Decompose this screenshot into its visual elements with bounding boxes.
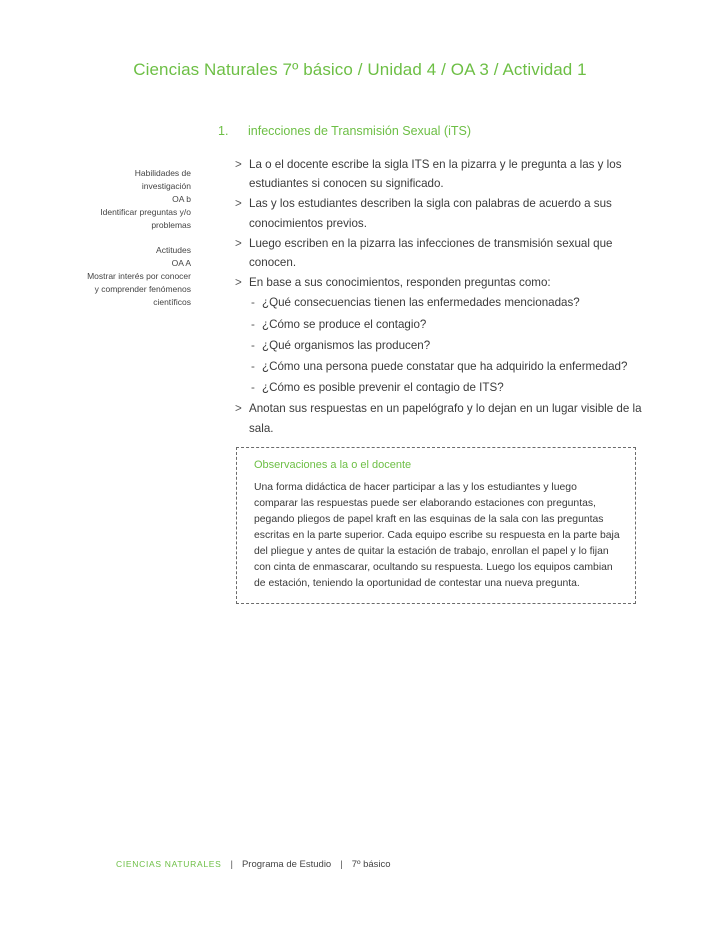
observations-title: Observaciones a la o el docente: [254, 459, 412, 471]
footer-subject: CIENCIAS NATURALES: [116, 859, 222, 869]
question-item: - ¿Qué consecuencias tienen las enfermedades mencionadas?: [232, 293, 642, 312]
activity-step: > En base a sus conocimientos, responden preguntas como:: [232, 273, 642, 292]
activity-step: > La o el docente escribe la sigla ITS en la pizarra y le pregunta a las y los estudiantes si conocen su significado.: [232, 155, 642, 193]
skills-description-line1: Identificar preguntas y/o: [100, 207, 191, 217]
footer-grade: 7º básico: [351, 859, 391, 870]
observations-text: Una forma didáctica de hacer participar a las y los estudiantes y luego comparar las respuestas puede ser elaborando estaciones con preguntas, pegando pliegos de papel kraft en las esquinas de la sala con las preguntas escritas en la parte superior. Cada equipo escribe su respuesta en la parte baja del pliegue y antes de quitar la estación de trabajo, enrollan el papel y lo fijan con cinta de enmascarar, ocultando su respuesta. Luego los equipos cambian de estación, teniendo la oportunidad de contestar una nueva pregunta.: [254, 482, 620, 589]
section-number: 1.: [218, 124, 229, 138]
activity-step: > Las y los estudiantes describen la sigla con palabras de acuerdo a sus conocimientos previos.: [232, 194, 642, 232]
skills-code: OA b: [172, 194, 191, 204]
attitudes-heading: Actitudes: [156, 245, 191, 255]
section-heading: [218, 124, 471, 138]
attitudes-code: OA A: [171, 258, 191, 268]
activity-step: > Luego escriben en la pizarra las infecciones de transmisión sexual que conocen.: [232, 234, 642, 272]
skills-group: [60, 167, 191, 232]
attitudes-description-line2: y comprender fenómenos: [94, 284, 191, 294]
question-item: - ¿Cómo es posible prevenir el contagio de ITS?: [232, 378, 642, 397]
question-item: - ¿Cómo una persona puede constatar que ha adquirido la enfermedad?: [232, 357, 642, 376]
skills-heading-line2: investigación: [141, 181, 191, 191]
teacher-observations-box: [236, 447, 636, 604]
page-title: Ciencias Naturales 7º básico / Unidad 4 / OA 3 / Actividad 1: [133, 60, 587, 79]
section-title: infecciones de Transmisión Sexual (iTS): [248, 124, 472, 138]
activity-step: > Anotan sus respuestas en un papelógrafo y lo dejan en un lugar visible de la sala.: [232, 399, 642, 437]
sidebar-objectives: [60, 167, 191, 321]
attitudes-description-line1: Mostrar interés por conocer: [87, 271, 191, 281]
footer-separator: |: [340, 859, 343, 870]
skills-description-line2: problemas: [151, 220, 191, 230]
attitudes-description-line3: científicos: [153, 297, 191, 307]
skills-heading: Habilidades de: [134, 168, 191, 178]
question-list: [232, 293, 642, 397]
activity-content: [232, 155, 642, 439]
footer-program: Programa de Estudio: [241, 859, 332, 870]
page-footer: [116, 859, 391, 870]
question-item: - ¿Cómo se produce el contagio?: [232, 315, 642, 334]
question-item: - ¿Qué organismos las producen?: [232, 336, 642, 355]
footer-separator: |: [230, 859, 233, 870]
attitudes-group: [60, 244, 191, 309]
